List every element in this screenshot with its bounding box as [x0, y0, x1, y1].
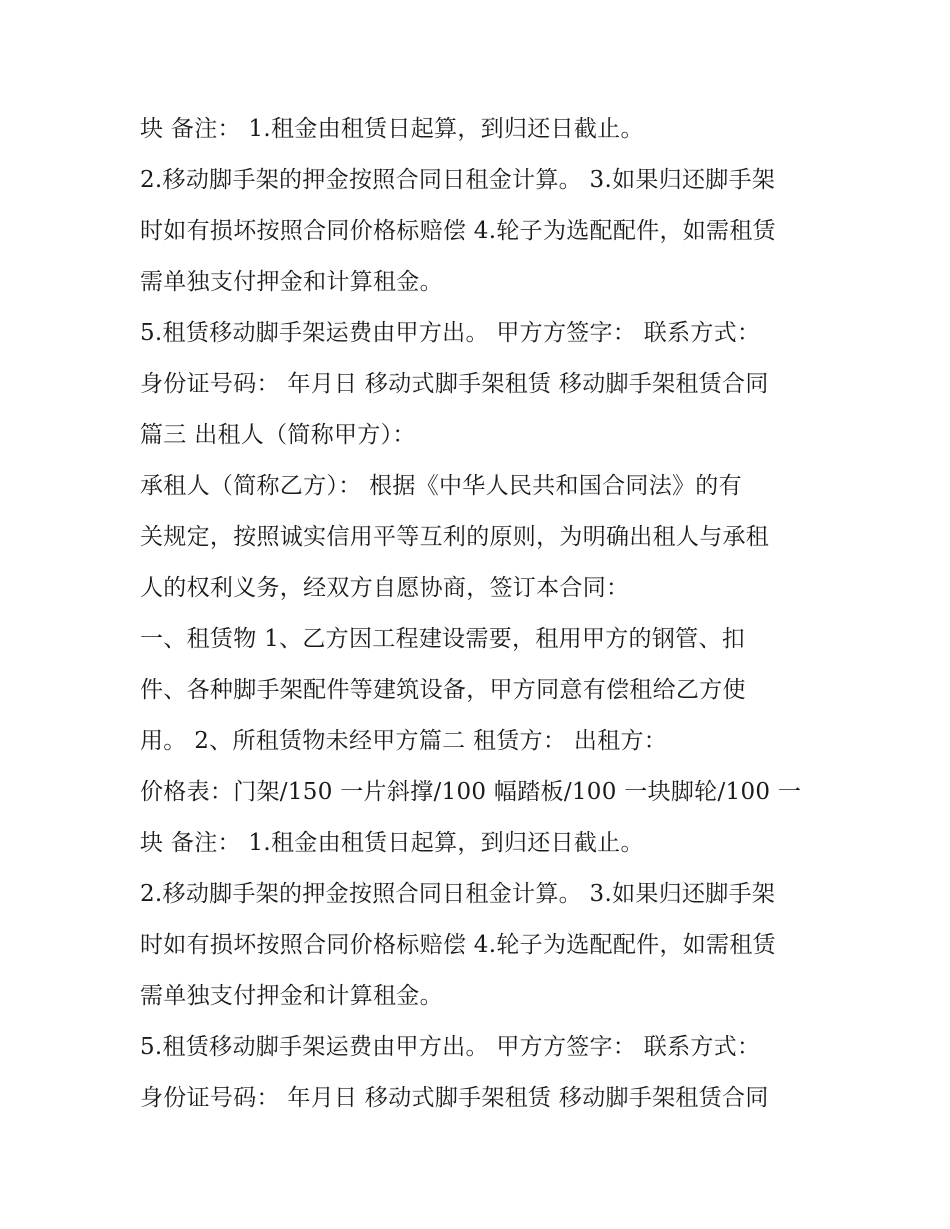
- document-body: [140, 104, 830, 1124]
- text-line: 一、租赁物 1、乙方因工程建设需要，租用甲方的钢管、扣: [140, 626, 746, 652]
- text-line: 块 备注： 1.租金由租赁日起算，到归还日截止。: [140, 830, 644, 856]
- text-line: 人的权利义务，经双方自愿协商，签订本合同：: [140, 575, 630, 601]
- text-line: 关规定，按照诚实信用平等互利的原则，为明确出租人与承租: [140, 524, 770, 550]
- text-line: 时如有损坏按照合同价格标赔偿 4.轮子为选配配件，如需租赁: [140, 218, 776, 244]
- text-line: 5.租赁移动脚手架运费由甲方出。 甲方方签字： 联系方式：: [140, 320, 761, 346]
- text-line: 身份证号码： 年月日 移动式脚手架租赁 移动脚手架租赁合同: [140, 1085, 769, 1111]
- text-line: 身份证号码： 年月日 移动式脚手架租赁 移动脚手架租赁合同: [140, 371, 769, 397]
- text-line: 件、各种脚手架配件等建筑设备，甲方同意有偿租给乙方使: [140, 677, 746, 703]
- text-line: 2.移动脚手架的押金按照合同日租金计算。 3.如果归还脚手架: [140, 167, 776, 193]
- text-line: 块 备注： 1.租金由租赁日起算，到归还日截止。: [140, 116, 644, 142]
- text-line: 2.移动脚手架的押金按照合同日租金计算。 3.如果归还脚手架: [140, 881, 776, 907]
- text-line: 需单独支付押金和计算租金。: [140, 983, 443, 1009]
- text-line: 承租人（简称乙方）： 根据《中华人民共和国合同法》的有: [140, 473, 742, 499]
- text-line: 时如有损坏按照合同价格标赔偿 4.轮子为选配配件，如需租赁: [140, 932, 776, 958]
- text-line: 用。 2、所租赁物未经甲方篇二 租赁方： 出租方：: [140, 728, 668, 754]
- text-line: 篇三 出租人（简称甲方）：: [140, 422, 416, 448]
- text-line: 5.租赁移动脚手架运费由甲方出。 甲方方签字： 联系方式：: [140, 1034, 761, 1060]
- text-line: 价格表：门架/150 一片斜撑/100 幅踏板/100 一块脚轮/100 一: [140, 779, 802, 805]
- text-line: 需单独支付押金和计算租金。: [140, 269, 443, 295]
